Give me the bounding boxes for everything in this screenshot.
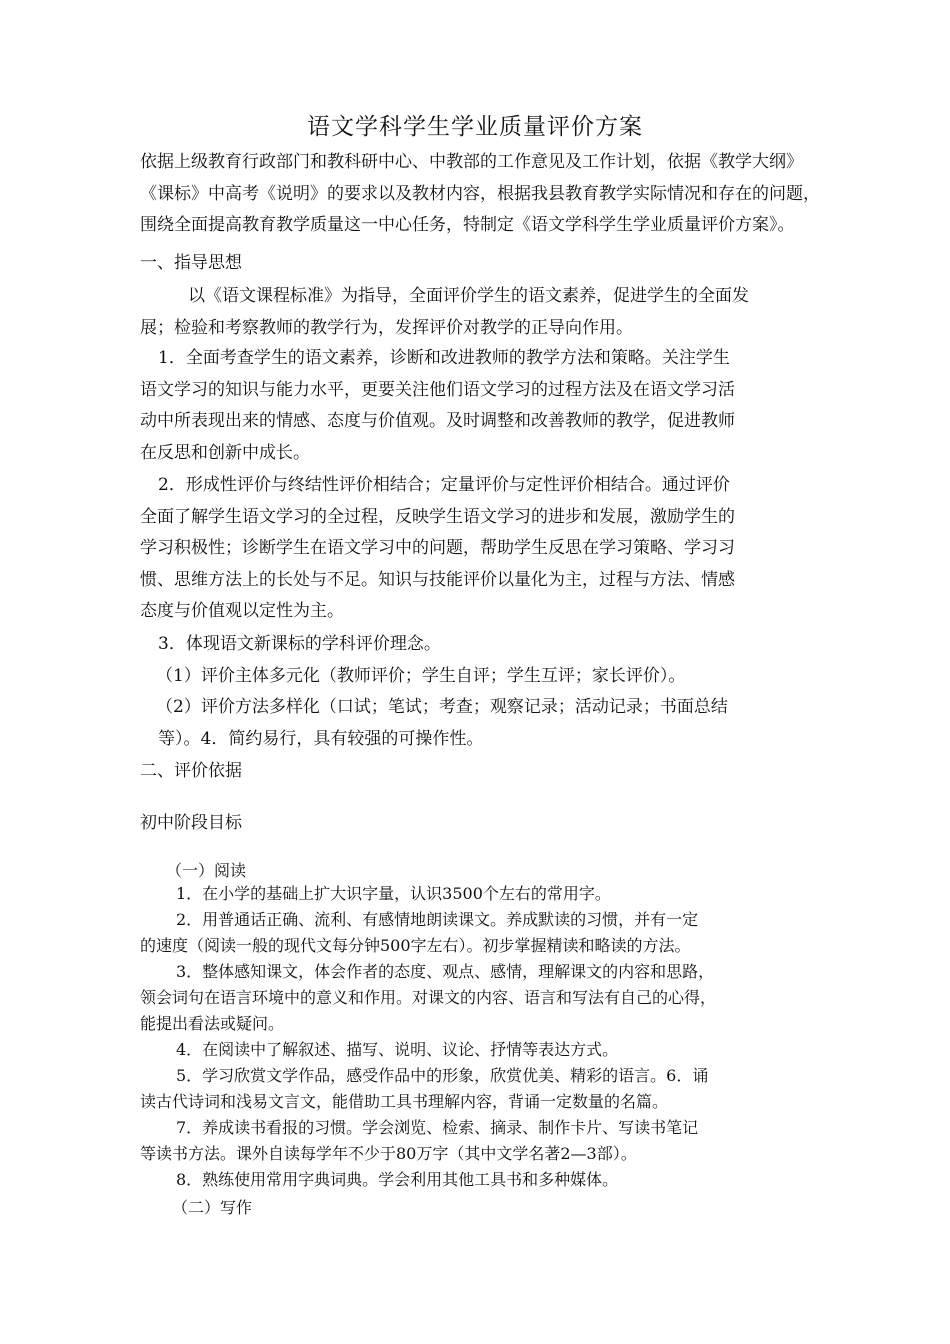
paragraph-line: 展；检验和考察教师的教学行为，发挥评价对教学的正导向作用。 — [140, 317, 633, 338]
paragraph-line: 全面了解学生语文学习的全过程，反映学生语文学习的进步和发展，激励学生的 — [140, 506, 735, 527]
paragraph-line: 等）。4．简约易行，具有较强的可操作性。 — [158, 728, 484, 749]
stage-heading: 初中阶段目标 — [140, 813, 242, 833]
intro-line: 围绕全面提高教育教学质量这一中心任务，特制定《语文学科学生学业质量评价方案》。 — [140, 215, 795, 236]
intro-line: 依据上级教育行政部门和教科研中心、中教部的工作意见及工作计划，依据《教学大纲》 — [140, 152, 803, 172]
paragraph-line: 1．全面考查学生的语文素养，诊断和改进教师的教学方法和策略。关注学生 — [158, 348, 730, 368]
reading-item-line: 能提出看法或疑问。 — [140, 1014, 285, 1033]
reading-item-line: 2．用普通话正确、流利、有感情地朗读课文。养成默读的习惯，并有一定 — [176, 910, 699, 929]
reading-item-line: 1．在小学的基础上扩大识字量，认识3500个左右的常用字。 — [176, 884, 611, 903]
reading-item-line: 5．学习欣赏文学作品，感受作品中的形象，欣赏优美、精彩的语言。6．诵 — [176, 1066, 709, 1085]
reading-item-line: 等读书方法。课外自读每学年不少于80万字（其中文学名著2—3部）。 — [140, 1144, 637, 1163]
section-heading-evaluation-basis: 二、评价依据 — [140, 761, 242, 781]
reading-item-line: 7．养成读书看报的习惯。学会浏览、检索、摘录、制作卡片、写读书笔记 — [176, 1118, 699, 1137]
paragraph-line: 以《语文课程标准》为指导，全面评价学生的语文素养，促进学生的全面发 — [188, 286, 749, 306]
section-heading-guiding-thought: 一、指导思想 — [140, 253, 242, 273]
reading-item-line: 读古代诗词和浅易文言文，能借助工具书理解内容，背诵一定数量的名篇。 — [140, 1092, 669, 1111]
section1-item2-paragraph — [140, 470, 820, 628]
intro-line: 《课标》中高考《说明》的要求以及教材内容，根据我县教育教学实际情况和存在的问题， — [140, 183, 820, 204]
reading-items — [140, 881, 820, 1193]
paragraph-line: 惯、思维方法上的长处与不足。知识与技能评价以量化为主，过程与方法、情感 — [140, 569, 735, 590]
reading-item-line: 的速度（阅读一般的现代文每分钟500字左右）。初步掌握精读和略读的方法。 — [140, 936, 691, 955]
paragraph-line: 在反思和创新中成长。 — [140, 442, 310, 463]
reading-item-line: 4．在阅读中了解叙述、描写、说明、议论、抒情等表达方式。 — [176, 1040, 619, 1059]
document-title: 语文学科学生学业质量评价方案 — [307, 114, 643, 140]
paragraph-line: 学习积极性；诊断学生在语文学习中的问题，帮助学生反思在学习策略、学习习 — [140, 538, 735, 559]
paragraph-line: 态度与价值观以定性为主。 — [140, 601, 344, 622]
paragraph-line: （2）评价方法多样化（口试；笔试；考查；观察记录；活动记录；书面总结 — [156, 697, 728, 718]
paragraph-line: （1）评价主体多元化（教师评价；学生自评；学生互评；家长评价）。 — [156, 665, 686, 686]
paragraph-line: 语文学习的知识与能力水平，更要关注他们语文学习的过程方法及在语文学习活 — [140, 379, 735, 400]
paragraph-line: 动中所表现出来的情感、态度与价值观。及时调整和改善教师的教学，促进教师 — [140, 411, 735, 432]
reading-item-line: 领会词句在语言环境中的意义和作用。对课文的内容、语言和写法有自己的心得， — [140, 988, 717, 1007]
writing-heading: （二）写作 — [172, 1198, 253, 1217]
section1-lead-paragraph — [140, 281, 820, 344]
reading-item-line: 3．整体感知课文，体会作者的态度、观点、感情，理解课文的内容和思路， — [176, 962, 715, 981]
section1-item1-paragraph — [140, 343, 820, 469]
section1-item3-paragraph — [140, 629, 820, 755]
reading-item-line: 8．熟练使用常用字典词典。学会利用其他工具书和多种媒体。 — [176, 1170, 619, 1189]
reading-heading: （一）阅读 — [166, 861, 247, 880]
intro-paragraph — [140, 147, 820, 242]
paragraph-line: 3．体现语文新课标的学科评价理念。 — [158, 634, 441, 654]
paragraph-line: 2．形成性评价与终结性评价相结合；定量评价与定性评价相结合。通过评价 — [158, 475, 730, 495]
